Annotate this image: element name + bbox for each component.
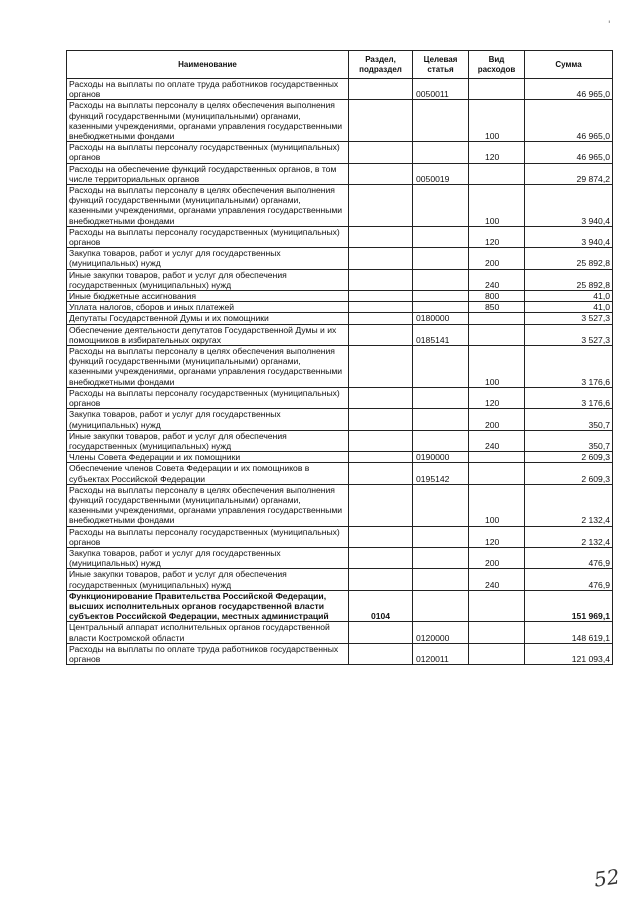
row-target-cell	[413, 569, 469, 590]
row-target-cell: 0120011	[413, 643, 469, 664]
table-row	[67, 79, 613, 100]
row-sum-cell: 3 176,6	[525, 346, 613, 388]
row-name-cell: Обеспечение членов Совета Федерации и их помощников в субъектах Российской Федерации	[67, 463, 349, 484]
row-kind-cell: 200	[469, 248, 525, 269]
row-section-cell	[349, 185, 413, 227]
table-row	[67, 463, 613, 484]
row-sum-cell: 3 940,4	[525, 226, 613, 247]
table-row	[67, 387, 613, 408]
table-row	[67, 324, 613, 345]
row-name-cell: Уплата налогов, сборов и иных платежей	[67, 302, 349, 313]
row-section-cell	[349, 430, 413, 451]
row-target-cell	[413, 409, 469, 430]
row-name-cell: Обеспечение деятельности депутатов Государственной Думы и их помощников в избирательных округах	[67, 324, 349, 345]
row-name-cell: Закупка товаров, работ и услуг для государственных (муниципальных) нужд	[67, 248, 349, 269]
table-row	[67, 185, 613, 227]
header-section: Раздел, подраздел	[349, 51, 413, 79]
row-sum-cell: 2 132,4	[525, 526, 613, 547]
row-target-cell	[413, 590, 469, 622]
table-row	[67, 643, 613, 664]
row-section-cell	[349, 463, 413, 484]
row-section-cell	[349, 346, 413, 388]
row-section-cell	[349, 269, 413, 290]
row-section-cell	[349, 547, 413, 568]
row-section-cell	[349, 409, 413, 430]
row-name-cell: Иные закупки товаров, работ и услуг для обеспечения государственных (муниципальных) нужд	[67, 569, 349, 590]
table-row	[67, 569, 613, 590]
row-section-cell: 0104	[349, 590, 413, 622]
table-row	[67, 430, 613, 451]
row-name-cell: Расходы на выплаты по оплате труда работников государственных органов	[67, 79, 349, 100]
table-body	[67, 79, 613, 665]
table-row	[67, 302, 613, 313]
row-section-cell	[349, 324, 413, 345]
row-kind-cell: 200	[469, 547, 525, 568]
row-kind-cell: 200	[469, 409, 525, 430]
row-name-cell: Расходы на выплаты персоналу государственных (муниципальных) органов	[67, 526, 349, 547]
header-kind: Вид расходов	[469, 51, 525, 79]
row-name-cell: Расходы на выплаты персоналу в целях обеспечения выполнения функций государственными (муниципальными) органами, казенными учреждениями, органами управления государственными внебюджетными фондами	[67, 185, 349, 227]
row-kind-cell: 850	[469, 302, 525, 313]
row-sum-cell: 121 093,4	[525, 643, 613, 664]
row-name-cell: Иные закупки товаров, работ и услуг для обеспечения государственных (муниципальных) нужд	[67, 430, 349, 451]
row-section-cell	[349, 313, 413, 324]
row-target-cell: 0180000	[413, 313, 469, 324]
table-row	[67, 622, 613, 643]
row-section-cell	[349, 643, 413, 664]
row-target-cell: 0185141	[413, 324, 469, 345]
row-name-cell: Расходы на выплаты персоналу в целях обеспечения выполнения функций государственными (муниципальными) органами, казенными учреждениями, органами управления государственными внебюджетными фондами	[67, 484, 349, 526]
row-kind-cell: 240	[469, 430, 525, 451]
row-target-cell	[413, 100, 469, 142]
row-section-cell	[349, 142, 413, 163]
row-kind-cell: 100	[469, 185, 525, 227]
row-sum-cell: 148 619,1	[525, 622, 613, 643]
row-kind-cell	[469, 163, 525, 184]
row-sum-cell: 25 892,8	[525, 248, 613, 269]
table-row	[67, 248, 613, 269]
row-name-cell: Расходы на выплаты персоналу в целях обеспечения выполнения функций государственными (муниципальными) органами, казенными учреждениями, органами управления государственными внебюджетными фондами	[67, 100, 349, 142]
row-name-cell: Иные закупки товаров, работ и услуг для обеспечения государственных (муниципальных) нужд	[67, 269, 349, 290]
row-section-cell	[349, 569, 413, 590]
row-target-cell	[413, 248, 469, 269]
table-header-row	[67, 51, 613, 79]
row-target-cell: 0195142	[413, 463, 469, 484]
row-section-cell	[349, 302, 413, 313]
row-target-cell	[413, 302, 469, 313]
row-name-cell: Закупка товаров, работ и услуг для государственных (муниципальных) нужд	[67, 547, 349, 568]
table-row	[67, 226, 613, 247]
row-section-cell	[349, 79, 413, 100]
row-sum-cell: 3 527,3	[525, 313, 613, 324]
row-section-cell	[349, 622, 413, 643]
row-target-cell	[413, 346, 469, 388]
row-kind-cell: 240	[469, 569, 525, 590]
row-target-cell	[413, 526, 469, 547]
row-kind-cell: 120	[469, 387, 525, 408]
row-sum-cell: 2 609,3	[525, 452, 613, 463]
row-target-cell: 0050011	[413, 79, 469, 100]
row-section-cell	[349, 452, 413, 463]
table-row	[67, 100, 613, 142]
row-kind-cell: 120	[469, 142, 525, 163]
row-kind-cell: 800	[469, 291, 525, 302]
row-sum-cell: 46 965,0	[525, 142, 613, 163]
row-sum-cell: 151 969,1	[525, 590, 613, 622]
row-kind-cell: 100	[469, 346, 525, 388]
row-kind-cell: 120	[469, 526, 525, 547]
page-number: 52	[592, 864, 621, 892]
row-section-cell	[349, 248, 413, 269]
row-name-cell: Расходы на выплаты персоналу государственных (муниципальных) органов	[67, 142, 349, 163]
row-target-cell: 0190000	[413, 452, 469, 463]
table-row	[67, 590, 613, 622]
row-name-cell: Расходы на выплаты по оплате труда работников государственных органов	[67, 643, 349, 664]
row-kind-cell: 120	[469, 226, 525, 247]
row-name-cell: Закупка товаров, работ и услуг для государственных (муниципальных) нужд	[67, 409, 349, 430]
header-name: Наименование	[67, 51, 349, 79]
row-section-cell	[349, 387, 413, 408]
table-row	[67, 526, 613, 547]
row-kind-cell	[469, 452, 525, 463]
row-name-cell: Депутаты Государственной Думы и их помощники	[67, 313, 349, 324]
row-section-cell	[349, 484, 413, 526]
row-name-cell: Расходы на обеспечение функций государственных органов, в том числе территориальных органов	[67, 163, 349, 184]
row-target-cell	[413, 226, 469, 247]
row-target-cell	[413, 269, 469, 290]
scan-mark: '	[608, 20, 611, 30]
row-kind-cell	[469, 643, 525, 664]
row-name-cell: Иные бюджетные ассигнования	[67, 291, 349, 302]
row-section-cell	[349, 291, 413, 302]
row-sum-cell: 46 965,0	[525, 100, 613, 142]
row-sum-cell: 476,9	[525, 569, 613, 590]
table-row	[67, 142, 613, 163]
row-target-cell: 0050019	[413, 163, 469, 184]
row-kind-cell: 100	[469, 484, 525, 526]
table-row	[67, 409, 613, 430]
table-row	[67, 484, 613, 526]
row-section-cell	[349, 100, 413, 142]
row-sum-cell: 476,9	[525, 547, 613, 568]
row-kind-cell	[469, 622, 525, 643]
row-target-cell	[413, 185, 469, 227]
row-section-cell	[349, 163, 413, 184]
row-sum-cell: 2 609,3	[525, 463, 613, 484]
row-section-cell	[349, 226, 413, 247]
row-kind-cell	[469, 463, 525, 484]
table-row	[67, 269, 613, 290]
row-kind-cell: 100	[469, 100, 525, 142]
table-row	[67, 163, 613, 184]
row-name-cell: Расходы на выплаты персоналу государственных (муниципальных) органов	[67, 387, 349, 408]
table-row	[67, 346, 613, 388]
row-kind-cell	[469, 79, 525, 100]
row-sum-cell: 3 940,4	[525, 185, 613, 227]
row-target-cell	[413, 142, 469, 163]
row-kind-cell: 240	[469, 269, 525, 290]
row-target-cell	[413, 430, 469, 451]
table-row	[67, 291, 613, 302]
row-kind-cell	[469, 324, 525, 345]
row-section-cell	[349, 526, 413, 547]
row-name-cell: Расходы на выплаты персоналу в целях обеспечения выполнения функций государственными (муниципальными) органами, казенными учреждениями, органами управления государственными внебюджетными фондами	[67, 346, 349, 388]
row-name-cell: Центральный аппарат исполнительных органов государственной власти Костромской области	[67, 622, 349, 643]
budget-table	[66, 50, 613, 665]
row-target-cell	[413, 387, 469, 408]
table-row	[67, 313, 613, 324]
row-sum-cell: 25 892,8	[525, 269, 613, 290]
row-target-cell	[413, 291, 469, 302]
row-kind-cell	[469, 313, 525, 324]
row-name-cell: Функционирование Правительства Российской Федерации, высших исполнительных органов государственной власти субъектов Российской Федерации, местных администраций	[67, 590, 349, 622]
row-sum-cell: 29 874,2	[525, 163, 613, 184]
row-sum-cell: 2 132,4	[525, 484, 613, 526]
row-target-cell: 0120000	[413, 622, 469, 643]
row-kind-cell	[469, 590, 525, 622]
row-sum-cell: 41,0	[525, 291, 613, 302]
header-sum: Сумма	[525, 51, 613, 79]
row-sum-cell: 41,0	[525, 302, 613, 313]
row-sum-cell: 350,7	[525, 430, 613, 451]
table-row	[67, 547, 613, 568]
row-sum-cell: 3 176,6	[525, 387, 613, 408]
table-row	[67, 452, 613, 463]
row-target-cell	[413, 484, 469, 526]
row-sum-cell: 3 527,3	[525, 324, 613, 345]
row-name-cell: Члены Совета Федерации и их помощники	[67, 452, 349, 463]
header-target: Целевая статья	[413, 51, 469, 79]
row-sum-cell: 350,7	[525, 409, 613, 430]
row-sum-cell: 46 965,0	[525, 79, 613, 100]
row-name-cell: Расходы на выплаты персоналу государственных (муниципальных) органов	[67, 226, 349, 247]
row-target-cell	[413, 547, 469, 568]
